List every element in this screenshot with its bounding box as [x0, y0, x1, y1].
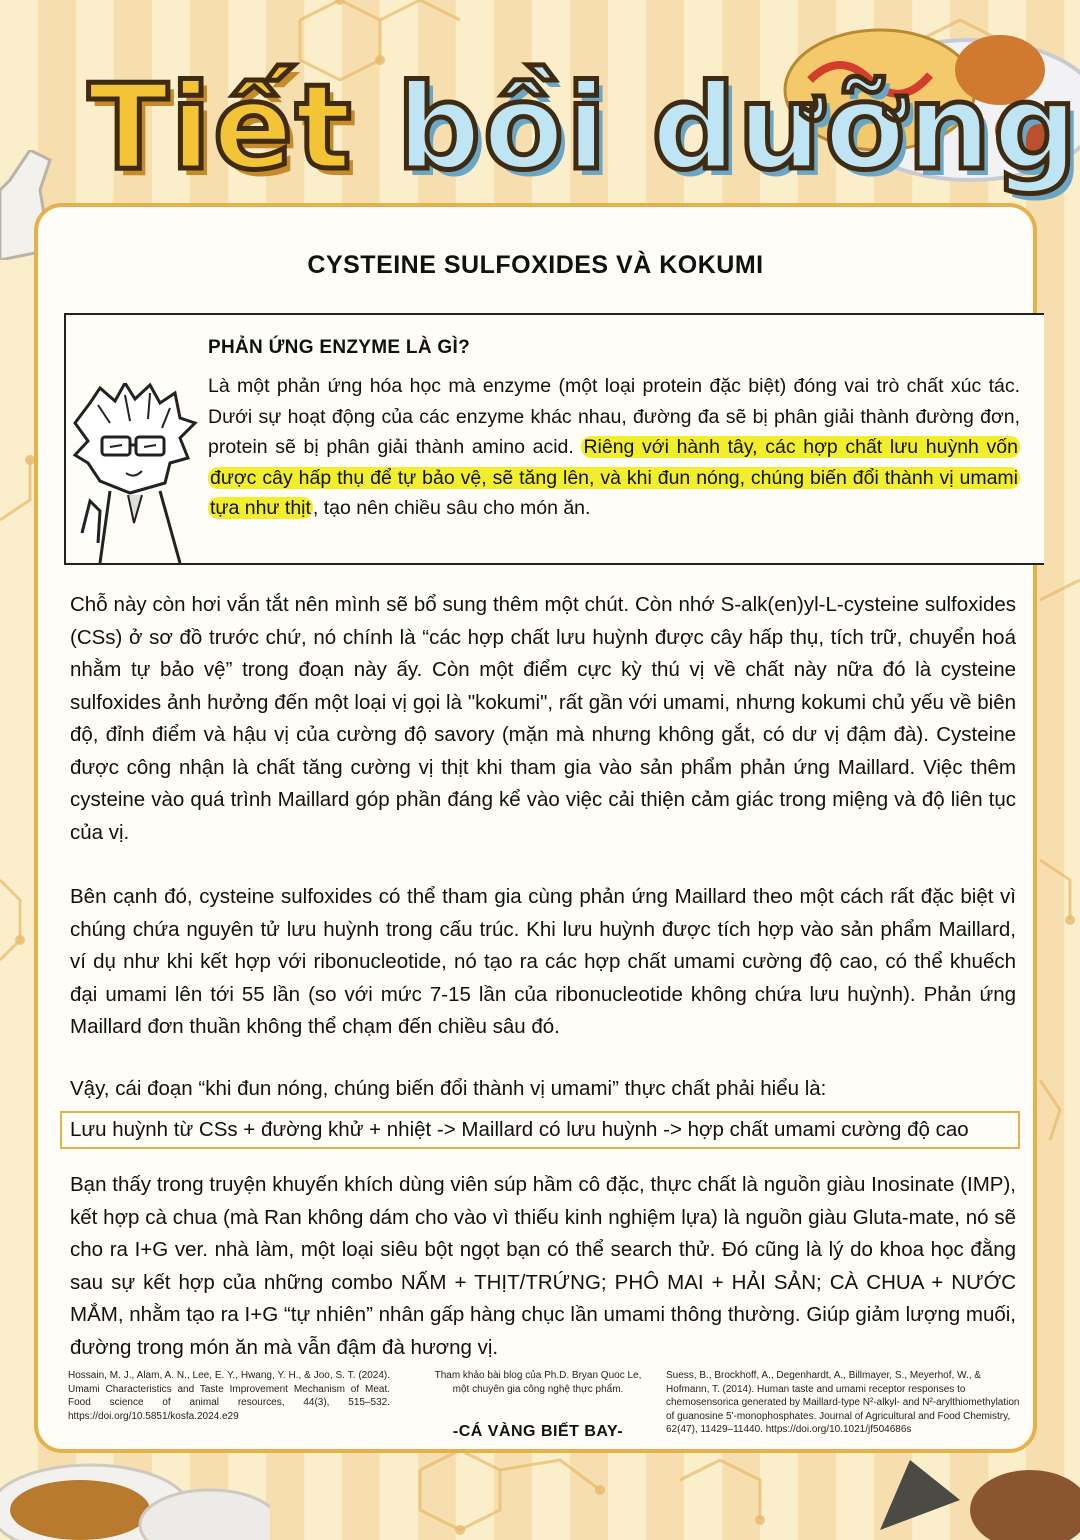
box-text-plain: Là một phản ứng hóa học mà enzyme (một loại protein đặc biệt) đóng vai trò chất xúc tác. Dưới sự hoạt động của các enzyme khác nhau, đường đa sẽ bị phân giải thành đường đơn, protein sẽ bị phân giải thành amino acid. — [208, 375, 1020, 458]
author-signature: -CÁ VÀNG BIẾT BAY- — [452, 1423, 624, 1440]
box-heading: PHẢN ỨNG ENZYME LÀ GÌ? — [208, 337, 470, 358]
food-plate-illustration-bottom-right — [860, 1440, 1080, 1540]
page-title-part-1: Tiết — [88, 58, 354, 196]
content-card — [34, 203, 1037, 1453]
reference-right: Suess, B., Brockhoff, A., Degenhardt, A., Billmayer, S., Meyerhof, W., & Hofmann, T. (2014). Human taste and umami receptor responses to chemosensorica generated by Maillard-type N²-alkyl- and N²-arylthiomethylation of guanosine 5ʹ-monophosphates. Journal of Agricultural and Food Chemistry, 62(47), 11429–11440. https://doi.org/10.1021/jf504686s — [666, 1370, 1020, 1435]
formula-box: Lưu huỳnh từ CSs + đường khử + nhiệt -> Maillard có lưu huỳnh -> hợp chất umami cường độ cao — [60, 1111, 1020, 1149]
box-text-highlighted: Riêng với hành tây, các hợp chất lưu huỳnh vốn được cây hấp thụ để tự bảo vệ, sẽ tăng lên, và khi đun nóng, chúng biến đổi thành vị umami tựa như thịt — [210, 436, 1018, 519]
box-text-end: , tạo nên chiều sâu cho món ăn. — [312, 497, 591, 519]
paragraph-ig-combo: Bạn thấy trong truyện khuyến khích dùng viên súp hầm cô đặc, thực chất là nguồn giàu Inosinate (IMP), kết hợp cà chua (mà Ran không dám cho vào vì thiếu kinh nghiệm lựa) là nguồn giàu Gluta-mate, nó sẽ cho ra I+G ver. nhà làm, một loại siêu bột ngọt bạn có thể search thử. Đó cũng là lý do khoa học đằng sau sự kết hợp của những combo NẤM + THỊT/TRỨNG; PHÔ MAI + HẢI SẢN; CÀ CHUA + NƯỚC MẮM, nhằm tạo ra I+G “tự nhiên” nhân gấp hàng chục lần umami thông thường. Giúp giảm lượng muối, đường trong món ăn mà vẫn đậm đà hương vị. — [70, 1173, 1016, 1359]
card-heading: CYSTEINE SULFOXIDES VÀ KOKUMI — [307, 251, 764, 279]
reference-left: Hossain, M. J., Alam, A. N., Lee, E. Y., Hwang, Y. H., & Joo, S. T. (2024). Umami Characteristics and Taste Improvement Mechanism of Meat. Food science of animal resources, 44(3), 515–532. https://doi.org/10.5851/kosfa.2024.e29 — [68, 1370, 390, 1422]
food-plate-illustration-bottom-left — [0, 1440, 270, 1540]
character-illustration — [70, 383, 210, 563]
reference-credit: Tham khảo bài blog của Ph.D. Bryan Quoc Le, một chuyên gia công nghệ thực phẩm. — [434, 1370, 642, 1395]
paragraph-maillard: Bên cạnh đó, cysteine sulfoxides có thể tham gia cùng phản ứng Maillard theo một cách rất đặc biệt vì chúng chứa nguyên tử lưu huỳnh trong cấu trúc. Khi lưu huỳnh được tích hợp vào sản phẩm Maillard, ví dụ như khi kết hợp với ribonucleotide, nó tạo ra các hợp chất umami cường độ cao, có thể khuếch đại umami lên tới 55 lần (so với mức 7-15 lần của ribonucleotide không chứa lưu huỳnh). Phản ứng Maillard đơn thuần không thể chạm đến chiều sâu đó. — [70, 885, 1016, 1038]
definition-box — [64, 313, 1044, 565]
page-title-part-2: bồi dưỡng — [396, 58, 1080, 196]
paragraph-kokumi: Chỗ này còn hơi vắn tắt nên mình sẽ bổ sung thêm một chút. Còn nhớ S-alk(en)yl-L-cysteine sulfoxides (CSs) ở sơ đồ trước chứ, nó chính là “các hợp chất lưu huỳnh được cây hấp thụ, tích trữ, chuyển hoá nhằm tự bảo vệ” trong đoạn này ấy. Còn một điểm cực kỳ thú vị về chất này nữa đó là cysteine sulfoxides ảnh hưởng đến một loại vị gọi là "kokumi", rất gần với umami, nhưng kokumi chủ yếu về biên độ, đỉnh điểm và hậu vị của cường độ savory (mặn mà nhưng không gắt, có dư vị đậm đà). Cysteine được công nhận là chất tăng cường vị thịt khi tham gia vào sản phẩm phản ứng Maillard. Việc thêm cysteine vào quá trình Maillard góp phần đáng kể vào việc cải thiện cảm giác trong miệng và độ liên tục của vị. — [70, 593, 1016, 844]
page-title — [88, 52, 1080, 202]
box-body-text — [208, 371, 1020, 524]
paragraph-formula-intro: Vậy, cái đoạn “khi đun nóng, chúng biến đổi thành vị umami” thực chất phải hiểu là: — [70, 1077, 827, 1100]
